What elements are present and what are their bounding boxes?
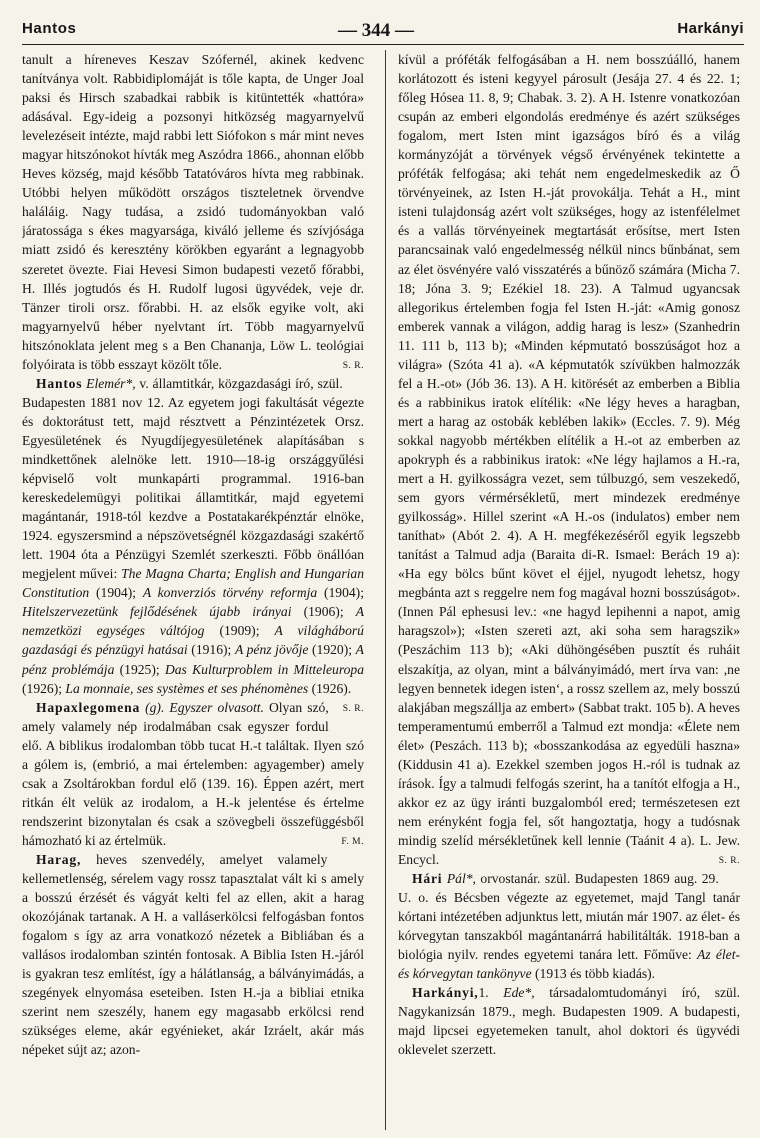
entry-headword: Hantos	[36, 375, 83, 391]
entry-text: (1925);	[114, 661, 165, 677]
entry-text: (1904);	[317, 585, 364, 601]
entry-given-name: Pál*,	[446, 871, 476, 887]
entry-text: (1909);	[204, 623, 275, 639]
entry-gloss: (g). Egyszer olvasott.	[145, 699, 264, 715]
right-column	[398, 50, 740, 1130]
entry-text: (1926);	[22, 680, 66, 696]
work-title: A pénz jövője	[234, 642, 309, 658]
entry-hari-pal	[398, 869, 740, 983]
entry-text: heves szenvedély, amelyet valamely kellemetlenség, sérelem vagy rossz tapasztalat vált ki s amely a bosszú érzését és vágyát kelti fel az ellen, akit a harag okozójának tartanak. A H. a valláserkölcsi felfogásban fontos fogalom s így az arra vonatkozó nézetek a Bibliában és a vallásos irodalomban szintén fontosak. A Biblia Isten H.-járól is gyakran tesz említést, így a hálátlanság, a bálványimádás, a szegények elnyomása eseteiben. Isten H.-ja a bibliai etnika szerint nem szeszély, hanem egy magasabb erkölcsi rend szükséges eleme, akár egyénieket, akár Izráelt, akár más népeket sújt az; azon-	[22, 851, 364, 1058]
author-signature: F. M.	[341, 836, 364, 847]
work-title: A konverziós törvény reformja	[142, 585, 318, 601]
page-number: — 344 —	[338, 20, 414, 41]
entry-text: Olyan szó, amely valamely nép irodalmában csak egyszer fordul elő. A biblikus irodalomban több tucat H.-t találtak. Ilyen szó a gólem is, (embrió, a mai értelemben: agyagember) amely csak a Zsoltárokban fordul elő (139. 16). Éppen azért, mert ritkán élt velük az irodalom, a H.-k jelentése és értelme rendszerint bizonytalan és csak a szövegbeli összefüggésből hámozható ki az értelmük.	[22, 699, 364, 848]
header-right-keyword: Harkányi	[677, 20, 744, 37]
entry-hapaxlegomena	[22, 698, 364, 850]
entry-text: társadalomtudományi író, szül. Nagykanizsán 1879., megh. Budapesten 1909. A budapesti, majd lipcsei egyetemeken tanult, ahol doktori és ügyvédi oklevelet szerzett.	[398, 985, 740, 1058]
author-signature: S. R.	[342, 360, 364, 371]
entry-continuation	[398, 50, 740, 869]
entry-text: v. államtitkár, közgazdasági író, szül. Budapesten 1881 nov 12. Az egyetem jogi fakultását végezte és doktorátust tett, majd résztvett a Pénzintézetek Orsz. Egyesületének és Nyugdíjegyesületének alapításában s mindkettőnek alelnöke lett. 1910—18-ig országgyűlési képviselő volt munkapárti programmal. 1916-ban kereskedelemügyi politikai államtitkár, majd egyetemi magántanár, 1918-tól kezdve a Postatakarékpénztár elnöke, 1924. egyszersmind a népszövetségnél közgazdasági szakértő lett. 1904 óta a Pénzügyi Szemlét szerkeszti. Főbb önállóan megjelent művei:	[22, 375, 364, 582]
entry-headword: Hári	[412, 871, 443, 887]
entry-text: (1904);	[89, 585, 143, 601]
work-title: Das Kulturproblem in Mitteleuropa	[164, 661, 364, 677]
author-signature: S. R.	[718, 855, 740, 866]
entry-continuation	[22, 50, 364, 374]
entry-text: kívül a próféták felfogásában a H. nem bosszúálló, hanem korlátozott és isteni kegyyel párosult (Jesája 27. 4 és 22. 1; főleg Hósea 11. 8, 9; Chabak. 3. 2). A H. Istenre vonatkozóan csupán az emberi elgondolás eredménye és azért szükséges fogalom, mert Isten mint igazságos bíró és a világ kormányzóját a törvények végső érvényének tekintette a próféták felfogása; aki tehát nem engedelmeskedik az Ő törvényeinek, az Isten H.-ját provokálja. Tehát a H., mint isteni tulajdonság azért volt szükséges, hogy az istenfélelmet és a vallás törvényeinek megtartását erősítse, mert Isten parancsainak való engedelmesség nélkül nincs bűnbánat, sem az élet ösvényére való visszatérés a bűnöző számára (Micha 7. 18; Jóna 3. 9; Ezékiel 18. 23). A Talmud ugyancsak allegorikus értelemben fogja fel Isten H.-ját: «Amig gonosz emberek vannak a világon, addig harag is lesz» (Szanhedrin 11. 111 b, 113 b); «Minden képmutató bosszúságot hoz a világra» (Szóta 41 a). «A képmutatók szívükben halmozzák fel a H.-ot» (Jób 36. 13). A H. kitörését az emberben a Biblia és a rabbinikus iratok elítélik: «Ne légy heves a haragban, mert a harag az ostobák keblében lakik» (Eccles. 7. 9). Még sokkal nagyobb mértékben elítélik a H.-ot az emberben az apokryph és a rabbinikus iratok: «Ne légy hajlamos a H.-ra, mert a H. gyilkosságra vezet, sem túlbuzgó, sem veszekedő, sem gyors vérmérsékletű, mert mindezek eredménye gyilkosság». Hillel szerint «A H.-os (indulatos) ember nem taníthat» (Abót 2. 4). A H. megfékezéséről egyik legszebb tanítást a Talmud adja (Baraita di-R. Ismael: Berách 19 a): «Ha egy bölcs bűnt követ el éjjel, nyugodt lehetsz, hogy megbánta azt s reggelre nem fog magával hozni bosszúságot». (Innen Pál ephesusi lev.: «ne hagyd lepihenni a napot, amig haragszol»); «Isten szereti azt, aki soha sem haragszik» (Peszáchim 113 b); «Aki dühöngésében pusztít és ruháit elszakítja, az olyan, mint a bálványimádó, mert írva van: ,ne legyen bennetek idegen isten‘, a rossz szellem az, mely bosszú alakjában megszállja az embert» (Sabbat trakt. 105 b). A heves temperamentumú emberről a Talmud ezt mondja: «Élete nem élet» (Peszách. 113 b); «bosszankodása az egyedüli haszna» (Kiddusin 41 a). Ezekkel szemben jogos H.-ról is tudnak az írások. Így a talmudi felfogás szerint, ha a tanítót elfogja a H., akkor ez az ügy iránti buzgalomból ered; természetesen ezt nem erényként fogja fel, sőt hangoztatja, hogy a tudósnak mindig szelíd mérsékletűnek kell lennie (Taánit 4 a). L. Jew. Encycl.	[398, 52, 740, 867]
work-title: Hitelszervezetünk fejlődésének újabb irányai	[22, 604, 292, 620]
entry-text: (1913 és több kiadás).	[531, 966, 656, 982]
work-title: Az élet- és kórvegytan tankönyve	[398, 947, 740, 982]
entry-given-name: Ede*,	[503, 985, 535, 1001]
entry-text: (1920);	[308, 642, 356, 658]
work-title: La monnaie, ses systèmes et ses phénomènes	[65, 680, 309, 696]
entry-headword: Harkányi,	[412, 985, 479, 1001]
entry-harkanyi-ede	[398, 983, 740, 1059]
work-title: A nemzetközi egységes váltójog	[22, 604, 364, 639]
entry-text: (1906);	[291, 604, 356, 620]
work-title: A világháború gazdasági és pénzügyi hatásai	[22, 623, 364, 658]
entry-given-name: Elemér*,	[86, 375, 136, 391]
entry-headword: Harag,	[36, 851, 82, 867]
work-title: A pénz problémája	[22, 642, 364, 677]
work-title: The Magna Charta; English and Hungarian Constitution	[22, 566, 364, 601]
entry-text: orvostanár. szül. Budapesten 1869 aug. 29. U. o. és Bécsben végezte az egyetemet, majd Tangl tanár kórtani intézetében adjunktus lett, miután már 1907. az élet- és kórvegytan tanszakból magántanárrá habilitálták. 1918-ban a biológia nyilv. rendes egyetemi tanára lett. Főműve:	[398, 871, 740, 963]
entry-harag	[22, 850, 364, 1060]
entry-headword: Hapaxlegomena	[36, 699, 141, 715]
entry-text: tanult a híreneves Keszav Szófernél, akinek kedvenc tanítványa volt. Rabbidiplomáját is tőle kapta, de Unger Joal paksi és Hirsch szabadkai rabbik is kitüntették «hattóra» adásával. Egy-ideig a pozsonyi hitközség magyarnyelvű levelezéseit intézte, majd rabbi lett Siófokon s már mint neves magyar hitszónokot hívták meg Aszódra 1866., ahonnan előbb Heves község, majd később Tatatóváros hívta meg rabbinak. Utóbbi helyen működött országos tiszteletnek örvendve haláláig. Nagy tudása, a zsidó tudományokban való járatossága s ékes magyarsága, kiváló jelleme és szívjósága miatt zsidó és keresztény körökben egyaránt a legnagyobb szeretet övezte. Fiai Hevesi Simon budapesti vezető főrabbi, H. Illés jogtudós és H. Rudolf lugosi ügyvédek, veje dr. Tänzer tiroli orsz. főrabbi. H. az elsők egyike volt, aki magyarnyelvű héber nyelvtant írt. Több magyarnyelvű hitszónoklata jelent meg s a Ben Chananja, Löw L. teológiai folyóirata is több esszayt közölt tőle.	[22, 52, 364, 372]
author-signature: S. R.	[342, 703, 364, 714]
left-column	[22, 50, 364, 1130]
header-left-keyword: Hantos	[22, 20, 77, 37]
running-header	[22, 18, 744, 45]
column-divider	[385, 50, 386, 1130]
entry-number: 1.	[478, 985, 489, 1001]
entry-text: (1926).	[308, 680, 352, 696]
entry-text: (1916);	[187, 642, 235, 658]
